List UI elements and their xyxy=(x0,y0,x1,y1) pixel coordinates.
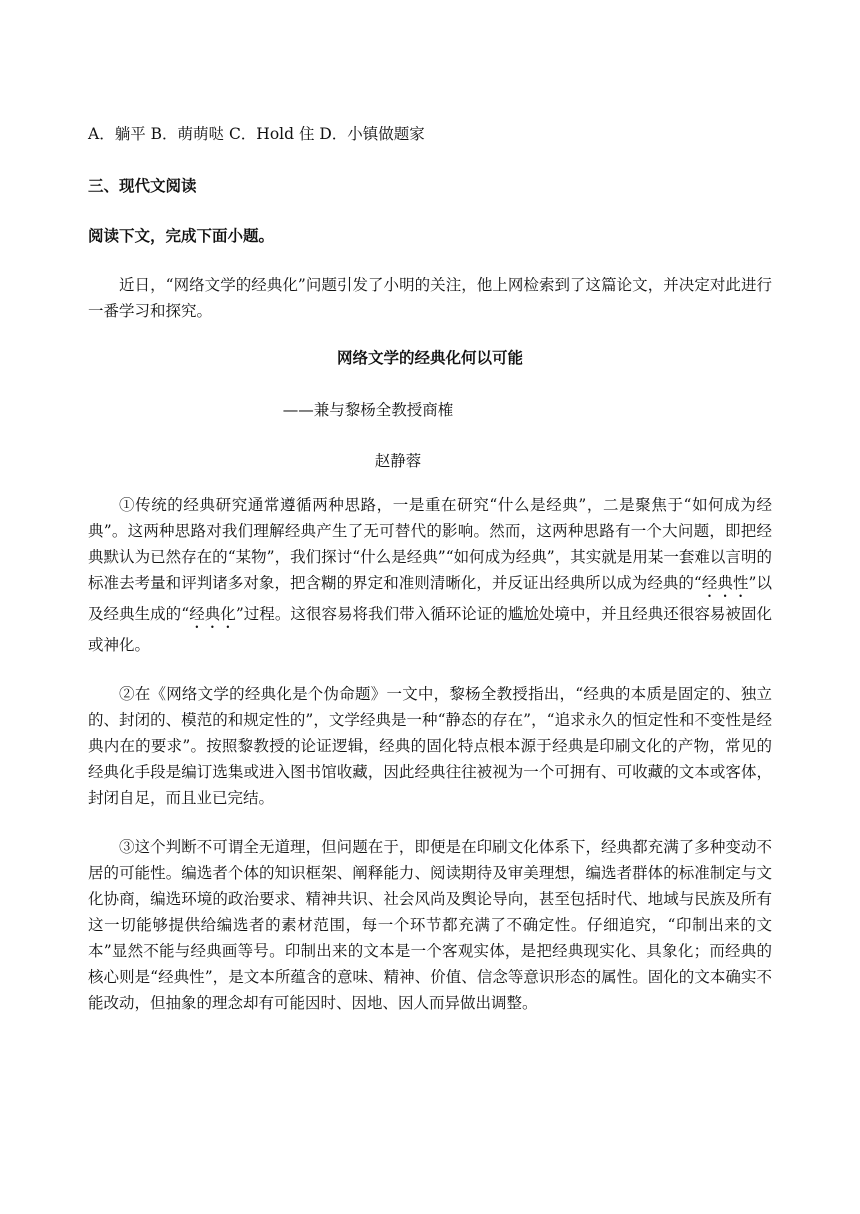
emphasis-jingdianhua: 经典化 xyxy=(189,605,236,623)
paragraph-3: ③这个判断不可谓全无道理，但问题在于，即便是在印刷文化体系下，经典都充满了多种变动不居的可能性。编选者个体的知识框架、阐释能力、阅读期待及审美理想，编选者群体的标准制定与文化协商，编选环境的政治要求、精神共识、社会风尚及舆论导向，甚至包括时代、地域与民族及所有这一切能够提供给编选者的素材范围，每一个环节都充满了不确定性。仔细追究，“印制出来的文本”显然不能与经典画等号。印制出来的文本是一个客观实体，是把经典现实化、具象化；而经典的核心则是“经典性”，是文本所蕴含的意味、精神、价值、信念等意识形态的属性。固化的文本确实不能改动，但抽象的理念却有可能因时、因地、因人而异做出调整。 xyxy=(88,838,772,1012)
question-options: A．躺平 B．萌萌哒 C．Hold 住 D．小镇做题家 xyxy=(88,125,425,143)
article-author: 赵静蓉 xyxy=(374,452,422,470)
article-subtitle: ——兼与黎杨全教授商榷 xyxy=(282,401,454,419)
section-title: 三、现代文阅读 xyxy=(88,176,197,195)
paragraph-1-text-c: ”以及经典生成的“ xyxy=(88,574,772,623)
reading-instruction: 阅读下文，完成下面小题。 xyxy=(88,226,275,245)
paragraph-2: ②在《网络文学的经典化是个伪命题》一文中，黎杨全教授指出，“经典的本质是固定的、独立的、封闭的、模范的和规定性的”，文学经典是一种“静态的存在”，“追求永久的恒定性和不变性是经典内在的要求”。按照黎教授的论证逻辑，经典的固化特点根本源于经典是印刷文化的产物，常见的经典化手段是编订选集或进入图书馆收藏，因此经典往往被视为一个可拥有、可收藏的文本或客体，封闭自足，而且业已完结。 xyxy=(88,685,772,807)
paragraph-1-text-e: ”过程。这很容易将我们带入循环论证的尴尬处境中，并且经典还很容易被固化或神化。 xyxy=(88,605,772,654)
article-title: 网络文学的经典化何以可能 xyxy=(336,348,523,367)
paragraph-1-text-a: ①传统的经典研究通常遵循两种思路，一是重在研究“什么是经典”，二是聚焦于“如何成为经典”。这两种思路对我们理解经典产生了无可替代的影响。然而，这两种思路有一个大问题，即把经典默认为已然存在的“某物”，我们探讨“什么是经典”“如何成为经典”，其实就是用某一套难以言明的标准去考量和评判诸多对象，把含糊的界定和准则清晰化，并反证出经典所以成为经典的“ xyxy=(88,496,772,592)
intro-paragraph: 近日，“网络文学的经典化”问题引发了小明的关注，他上网检索到了这篇论文，并决定对此进行一番学习和探究。 xyxy=(88,276,772,320)
emphasis-jingdianxing: 经典性 xyxy=(701,574,749,592)
paragraph-1 xyxy=(88,492,772,658)
